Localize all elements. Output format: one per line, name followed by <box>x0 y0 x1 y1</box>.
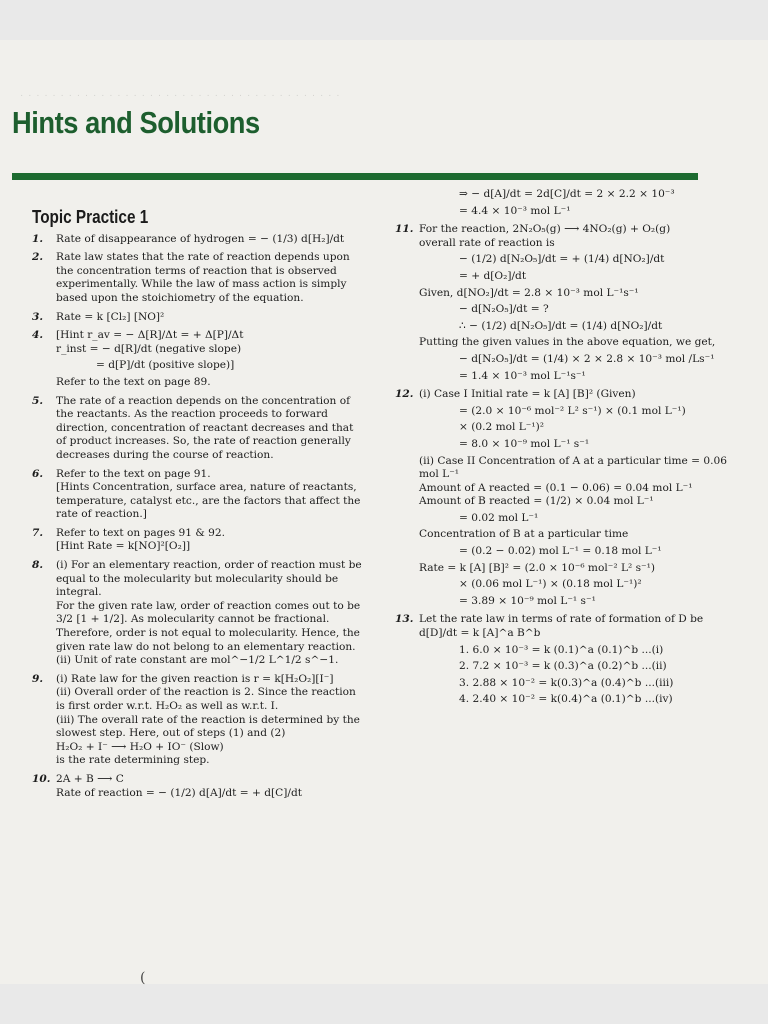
answer-line: is the rate determining step. <box>56 754 210 767</box>
answer-line: Rate of disappearance of hydrogen = − (1/3) d[H₂]/dt <box>56 232 345 245</box>
answer-line: Concentration of B at a particular time <box>419 528 629 541</box>
answer-line: Rate = k [A] [B]² = (2.0 × 10⁻⁶ mol⁻² L² s⁻¹) <box>419 561 656 574</box>
answer-line: ⇒ − d[A]/dt = 2d[C]/dt = 2 × 2.2 × 10⁻³ <box>459 188 675 200</box>
answer-line: (ii) Unit of rate constant are mol^−1/2 L^1/2 s^−1. <box>56 654 339 667</box>
answer-line: Refer to text on pages 91 & 92. <box>56 526 226 539</box>
answer-number: 13. <box>395 613 414 626</box>
answer-line: − (1/2) d[N₂O₅]/dt = + (1/4) d[NO₂]/dt <box>459 253 665 266</box>
answer-number: 10. <box>32 772 51 785</box>
answer-line: overall rate of reaction is <box>419 236 555 249</box>
answer-item <box>32 559 362 668</box>
answer-line: [Hint Rate = k[NO]²[O₂]] <box>56 540 191 553</box>
answer-item <box>32 251 362 305</box>
title-rule <box>12 173 698 180</box>
answer-line: For the reaction, 2N₂O₅(g) ⟶ 4NO₂(g) + O₂(g) <box>419 223 671 236</box>
topic-heading: Topic Practice 1 <box>32 207 149 227</box>
answer-number: 9. <box>32 672 44 685</box>
answer-line: ∴ − (1/2) d[N₂O₅]/dt = (1/4) d[NO₂]/dt <box>459 319 663 332</box>
answer-item <box>395 223 735 383</box>
answer-item <box>395 188 735 218</box>
answer-line: Rate law states that the rate of reaction depends upon the concentration terms of reaction that is observed experimentally. While the law of mass action is simply based upon the stoichiometry of the equation. <box>56 251 350 304</box>
answer-line: = 1.4 × 10⁻³ mol L⁻¹s⁻¹ <box>459 369 586 382</box>
answer-line: = 8.0 × 10⁻⁹ mol L⁻¹ s⁻¹ <box>459 437 590 450</box>
answer-line: r_inst = − d[R]/dt (negative slope) <box>56 342 242 355</box>
right-answer-list <box>395 188 735 707</box>
answer-item <box>32 233 362 247</box>
left-answer-list <box>32 233 362 801</box>
bleed-through-text: · · · · · · · · · · · · · · · · · · · · · · · · · · · · · · · · · · · · · · · · <box>20 90 341 101</box>
answer-line: 2A + B ⟶ C <box>56 772 124 785</box>
answer-line: = 3.89 × 10⁻⁹ mol L⁻¹ s⁻¹ <box>459 594 596 607</box>
answer-line: d[D]/dt = k [A]^a B^b <box>419 627 541 640</box>
answer-line: The rate of a reaction depends on the concentration of the reactants. As the reaction proceeds to forward direction, concentration of reactant decreases and that of product increases. So, the rate of reaction generally decreases during the course of reaction. <box>56 394 354 461</box>
answer-line: [Hints Concentration, surface area, nature of reactants, temperature, catalyst etc., are the factors that affect the rate of reaction.] <box>56 481 361 521</box>
left-column <box>32 185 362 805</box>
answer-item <box>32 673 362 768</box>
answer-line: (ii) Case II Concentration of A at a particular time = 0.06 mol L⁻¹ <box>419 454 727 481</box>
answer-line: 1. 6.0 × 10⁻³ = k (0.1)^a (0.1)^b ...(i) <box>459 643 664 656</box>
answer-line: = 0.02 mol L⁻¹ <box>459 511 539 524</box>
answer-line: = (2.0 × 10⁻⁶ mol⁻² L² s⁻¹) × (0.1 mol L⁻¹) <box>459 404 686 417</box>
answer-line: [Hint r_av = − Δ[R]/Δt = + Δ[P]/Δt <box>56 329 244 342</box>
answer-line: (i) Rate law for the given reaction is r = k[H₂O₂][I⁻] <box>56 672 334 685</box>
answer-line: 2. 7.2 × 10⁻³ = k (0.3)^a (0.2)^b ...(ii) <box>459 660 667 673</box>
answer-line: = (0.2 − 0.02) mol L⁻¹ = 0.18 mol L⁻¹ <box>459 545 662 558</box>
answer-line: = d[P]/dt (positive slope)] <box>96 359 235 372</box>
answer-item <box>395 613 735 707</box>
answer-line: (ii) Overall order of the reaction is 2. Since the reaction is first order w.r.t. H₂O₂ as well as w.r.t. I. <box>56 686 356 712</box>
answer-item <box>395 388 735 608</box>
answer-item <box>32 395 362 463</box>
answer-number: 3. <box>32 310 44 323</box>
answer-line: Amount of A reacted = (0.1 − 0.06) = 0.04 mol L⁻¹ <box>419 481 693 494</box>
answer-line: Refer to the text on page 91. <box>56 467 211 480</box>
answer-line: × (0.2 mol L⁻¹)² <box>459 421 545 434</box>
answer-line: − d[N₂O₅]/dt = ? <box>459 303 549 316</box>
answer-line: × (0.06 mol L⁻¹) × (0.18 mol L⁻¹)² <box>459 578 642 591</box>
answer-line: Given, d[NO₂]/dt = 2.8 × 10⁻³ mol L⁻¹s⁻¹ <box>419 286 639 299</box>
answer-line: − d[N₂O₅]/dt = (1/4) × 2 × 2.8 × 10⁻³ mol /Ls⁻¹ <box>459 352 715 365</box>
page-title: Hints and Solutions <box>12 105 260 140</box>
answer-item <box>32 311 362 325</box>
answer-line: Amount of B reacted = (1/2) × 0.04 mol L⁻¹ <box>419 495 654 508</box>
answer-line: (i) Case I Initial rate = k [A] [B]² (Given) <box>419 388 636 401</box>
answer-number: 11. <box>395 223 414 236</box>
answer-number: 1. <box>32 232 44 245</box>
answer-item <box>32 773 362 800</box>
answer-line: Rate of reaction = − (1/2) d[A]/dt = + d[C]/dt <box>56 786 302 799</box>
answer-item <box>32 527 362 554</box>
answer-line: For the given rate law, order of reaction comes out to be 3/2 [1 + 1/2]. As molecularity cannot be fractional. <box>56 599 361 626</box>
answer-line: = 4.4 × 10⁻³ mol L⁻¹ <box>459 204 571 217</box>
answer-number: 6. <box>32 467 44 480</box>
answer-item <box>32 468 362 522</box>
right-column <box>395 185 735 712</box>
answer-line: (iii) The overall rate of the reaction is determined by the slowest step. Here, out of steps (1) and (2) <box>56 713 360 740</box>
answer-line: = + d[O₂]/dt <box>459 269 527 282</box>
answer-line: (i) For an elementary reaction, order of reaction must be equal to the molecularity but molecularity should be integral. <box>56 559 362 599</box>
answer-number: 7. <box>32 526 44 539</box>
answer-number: 4. <box>32 329 44 342</box>
answer-line: 3. 2.88 × 10⁻² = k(0.3)^a (0.4)^b ...(iii) <box>459 676 674 689</box>
answer-line: Refer to the text on page 89. <box>56 375 211 388</box>
answer-line: Let the rate law in terms of rate of formation of D be <box>419 613 704 626</box>
answer-line: Therefore, order is not equal to molecularity. Hence, the given rate law do not belong to an elementary reaction. <box>56 627 360 653</box>
answer-line: Rate = k [Cl₂] [NO]² <box>56 310 165 323</box>
answer-line: 4. 2.40 × 10⁻² = k(0.4)^a (0.1)^b ...(iv) <box>459 693 673 706</box>
answer-number: 5. <box>32 394 44 407</box>
page-mark: ( <box>140 970 146 986</box>
answer-line: Putting the given values in the above equation, we get, <box>419 336 716 349</box>
answer-number: 2. <box>32 251 44 264</box>
answer-line: H₂O₂ + I⁻ ⟶ H₂O + IO⁻ (Slow) <box>56 740 224 753</box>
answer-number: 12. <box>395 388 414 401</box>
answer-number: 8. <box>32 559 44 572</box>
answer-item <box>32 329 362 389</box>
